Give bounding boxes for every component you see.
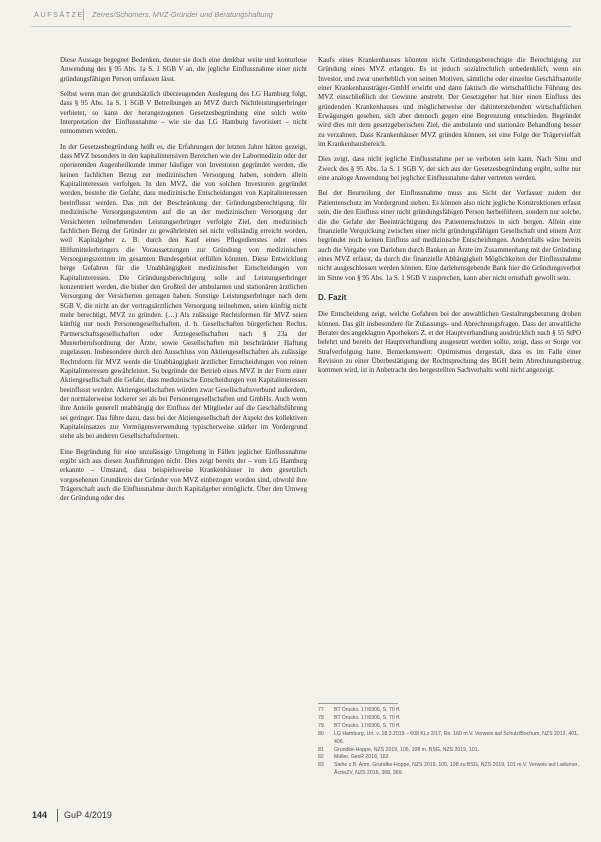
page-number: 144 bbox=[32, 810, 48, 820]
footnote-number: 79 bbox=[318, 722, 324, 729]
footnote-number: 82 bbox=[318, 754, 324, 761]
footnote-number: 83 bbox=[318, 762, 324, 769]
footnote-text: BT Drucks. 17/6906, S. 70 ff. bbox=[334, 707, 401, 713]
footnote-number: 78 bbox=[318, 714, 324, 721]
footnote bbox=[318, 762, 581, 778]
page-header bbox=[31, 4, 571, 26]
header-divider bbox=[83, 9, 84, 20]
paragraph: In der Gesetzesbegründung heißt es, die Erfahrungen der letzten Jahre hätten gezeigt, dass MVZ besonders in den kapitalintensiven Bereichen wie der Labormedizin oder der operierenden Augenheilkunde immer häufiger von Investoren gegründet werden, die keinen fachlichen Bezug zur medizinischen Versorgung haben, sondern allein Kapitalinteressen verfolgen. In den MVZ, die von solchen Investoren gegründet werden, bestehe die Gefahr, dass medizinische Entscheidungen von Kapitalinteressen beeinflusst werden. Das mit der Beschränkung der Gründungsberechtigung für medizinische Versorgungszentren auf die an der medizinischen Versorgung der Versicherten teilnehmenden Leistungserbringer verfolgte Ziel, den medizinisch fachlichen Bezug der Gründer zu gewährleisten sei nicht vollständig erreicht worden, weil Kapitalgeber z. B. durch den Kauf eines Pflegedienstes oder eines Hilfsmittelerbringers die Voraussetzungen zur Gründung von medizinischen Versorgungszentren im gesamten Bundesgebiet erfüllen könnten. Diese Entwicklung berge Gefahren für die Unabhängigkeit medizinischer Entscheidungen von Kapitalinteressen. Die Gründungsberechtigung solle auf Leistungserbringer konzentriert werden, die bisher den Großteil der ambulanten und stationären ärztlichen Versorgung der Versicherten getragen haben. Sonstige Leistungserbringer nach dem SGB V, die nicht an der vertragsärztlichen Versorgung teilnehmen, seien künftig nicht mehr berechtigt, MVZ zu gründen. (…) Als zulässige Rechtsformen für MVZ seien künftig nur noch Personengesellschaften, d. h. Gesellschaften bürgerlichen Rechts, Partnerschaftsgesellschaften oder Ärztegesellschaften nach § 23a der Musterberufsordnung der Ärzte, sowie Gesellschaften mit beschränkter Haftung zugelassen. Insbesondere durch den Ausschluss von Aktiengesellschaften als zulässige Rechtsform für MVZ werde die Unabhängigkeit ärztlicher Entscheidungen von reinen Kapitalinteressen gewährleistet. So begründe der Betrieb eines MVZ in der Form einer Aktiengesellschaft die Gefahr, dass medizinische Entscheidungen von Kapitalinteressen beeinflusst werden. Aktiengesellschaften würden zwar Gesellschaftsverbund außerdem, der normalerweise lockerer sei als bei Personengesellschaften und GmbHs. Auch wenn ihre Anteile generell unabhängig der Einfluss der Mitglieder auf die Geschäftsführung sei geringer. Das führe dazu, dass bei der Aktiengesellschaft der Aspekt des kollektiven Kapitaleinsatzes zur Vermögensverwendung typischerweise stärker im Vordergrund stehe als bei anderen Gesellschaftsformen. bbox=[60, 142, 307, 441]
footer-divider bbox=[57, 809, 58, 822]
footnote bbox=[318, 715, 581, 723]
paragraph: Die Entscheidung zeigt, welche Gefahren bei der anwaltlichen Gestaltungsberatung drohen können. Das gilt insbesondere für Zulassungs- und Abrechnungsfragen. Dass der anwaltliche Berater des angeklagten Apothekers Z. et der Hauptverhandlung ausdrücklich nach § 55 StPO belehrt und bereits der Hauptverhandlung ausgesetzt werden sollte, zeigt, dass er Sorge vor Strafverfolgung hatte. Bemerkenswert: Optimismus dergestalt, dass es im Falle einer Revision zu einer Überbestätigung der Rechtsprechung des BGH beim Abrechnungsbetrug kommen wird, ist in Anbetracht des hergestellten Sachverhalts wohl nicht angezeigt. bbox=[318, 310, 582, 375]
footnote-text: BT Drucks. 17/6906, S. 70 ff. bbox=[334, 722, 401, 729]
footnotes bbox=[318, 707, 581, 778]
paragraph: Selbst wenn man der grundsätzlich überzeugenden Auslegung des LG Hamburg folgt, dass § 95 Abs. 1a S. 1 SGB V Betreibungen an MVZ durch Nichtleistungserbringer verbietet, so kann der herangezogenen Gesetzesbegründung eine solch weite Interpretation der Einflussnahme – wie sie das LG Hamburg favorisiert – nicht entnommen werden. bbox=[60, 90, 307, 136]
header-rule bbox=[31, 26, 571, 27]
right-column bbox=[318, 56, 581, 382]
footnote-text: LG Hamburg, Urt. v. 18.3.2019 – 608 KLs 2/17, Rn. 160 m.V. Verweis auf Schulz/Bochum, NZS 2012, 401, 406. bbox=[334, 730, 579, 745]
footnote bbox=[318, 707, 581, 715]
paragraph: Dies zeigt, dass nicht jegliche Einflussnahme per se verboten sein kann. Nach Sinn und Zweck des § 95 Abs. 1a S. 1 SGB V, der sich aus der Gesetzesbegründung ergibt, sollte nur eine analoge Anwendung bei jeglicher Einflussnahme daher vertreten werden. bbox=[318, 155, 581, 183]
footnote-text: BT Drucks. 17/6906, S. 70 ff. bbox=[334, 714, 401, 721]
footnote-text: Siehe z.B. Anm. Grundke-Hoppe, NZS 2019, 105, 108 zu BSG, NZS 2019, 101 m.V. Verweis auf Ladurner, ÄrzteZV, NZS 2016, 368, 369. bbox=[334, 762, 579, 777]
footnote-number: 81 bbox=[318, 746, 324, 753]
footnote bbox=[318, 723, 581, 731]
journal-issue: GuP 4/2019 bbox=[64, 810, 112, 820]
section-heading: D. Fazit bbox=[318, 292, 347, 302]
footnote-number: 80 bbox=[318, 730, 324, 737]
footnote-text: Müller, GesR 2018, 182. bbox=[334, 754, 390, 761]
footnote bbox=[318, 747, 581, 755]
footnote-text: Grundke-Hoppe, NZS 2019, 105, 108 m. BSG, NZS 2019, 101. bbox=[334, 746, 480, 753]
section-label: AUFSÄTZE bbox=[34, 10, 84, 19]
footnote bbox=[318, 731, 581, 747]
footnote bbox=[318, 754, 581, 762]
left-column bbox=[60, 56, 307, 510]
running-title: Zerres/Schomers, MVZ-Gründer und Beratungshaftung bbox=[92, 10, 273, 19]
paragraph: Bei der Beurteilung der Einflussnahme muss aus Sicht der Verfasser zudem der Patientenschutz im Vordergrund stehen. Es können also nicht jegliche Konstruktionen erfasst sein, die den Einfluss einer nicht gründungsfähigen Person herbeiführen, sondern nur solche, die die Gefahr der Beeinträchtigung des Patientenschutzes in sich bergen. Allein eine finanzielle Verquickung zwischen einer nicht gründungsfähigen Gesellschaft und einem Arzt begründet noch keinen Einfluss auf medizinische Entscheidungen. Andernfalls wäre bereits auch die Vergabe von Darlehen durch Banken an Ärzte im Zusammenhang mit der Gründung eines MVZ erfasst, da durch die finanzielle Abhängigkeit Möglichkeiten der Einflussnahme nicht ausgeschlossen werden können. Eine darlehensgebende Bank hier die Gründungsverbot im Sinne von § 95 Abs. 1a S. 1 SGB V zusprechen, kann aber nicht ernsthaft gewollt sein. bbox=[318, 189, 581, 282]
footnote-number: 77 bbox=[318, 707, 324, 713]
paragraph: Diese Aussage begegnet Bedenken, deuter sie doch eine denkbar weite und konturlose Anwendung des § 95 Abs. 1a S. 1 SGB V an, die jegliche Einflussnahme einer nicht gründungsfähigen Person umfassen lässt. bbox=[60, 56, 307, 83]
paragraph: Kaufs eines Krankenhauses könnten nicht Gründungsberechtigte die Berechtigung zur Gründung eines MVZ erlangen. Es ist jedoch sozialrechtlich unbedenklich, wenn ein Investor, und zwar unerheblich von seinen Motiven, sämtliche oder einzelne Geschäftsanteile einer Krankenhausträger-GmbH erwirbt und dann faktisch die wirtschaftliche Führung des MVZ einschließlich der Gewinne anstrebt. Der Gesetzgeber hat hier einen Einfluss des gründenden Krankenhauses und möglicherweise der dahinterstehenden wirtschaftlichen Erwägungen gesehen, sich aber dennoch gegen eine Begrenzung entschieden. Begründet wird dies mit dem gesetzgeberischen Ziel, die ambulante und stationäre Behandlung besser zu verzahnen. Dass Krankenhäuser MVZ gründen können, sei eine Folge der Trägervielfalt im Krankenhausbereich. bbox=[318, 56, 581, 149]
paragraph: Eine Begründung für eine unzulässige Umgehung in Fällen jeglicher Einflussnahme ergibt sich aus diesen Ausführungen nicht. Dies zeigt bereits der – vom LG Hamburg erkannte – Umstand, dass beispielsweise Krankenhäuser in dem gesetzlich vorgesehenen Grundkreis der Gründer von MVZ einbezogen worden sind, obwohl ihre Trägerschaft auch die Einflussnahme durch Kapitalgeber ermöglicht. Über den Umweg der Gründung oder des bbox=[60, 447, 307, 503]
footnote-rule bbox=[318, 703, 398, 704]
